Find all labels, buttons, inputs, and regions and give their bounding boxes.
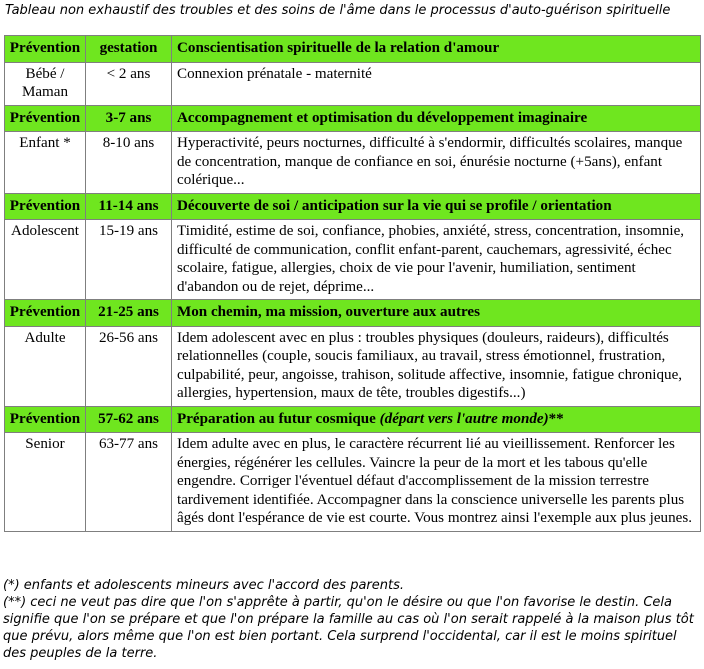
theme-cell: Mon chemin, ma mission, ouverture aux autres — [172, 300, 701, 327]
footnote-1: (*) enfants et adolescents mineurs avec l'accord des parents. — [3, 578, 404, 593]
theme-cell: Accompagnement et optimisation du développement imaginaire — [172, 105, 701, 132]
care-row-senior — [5, 433, 701, 532]
theme-cell — [172, 406, 701, 433]
stage-cell: Senior — [5, 433, 86, 532]
description-cell: Connexion prénatale - maternité — [172, 62, 701, 105]
description-cell: Idem adolescent avec en plus : troubles physiques (douleurs, raideurs), difficultés relationnelles (couple, soucis familiaux, au travail, stress émotionnel, frustration, culpabilité, peur, angoisse, trahison, solitude affective, insomnie, fatigue chronique, allergies, hypertension, maux de tête, troubles digestifs...) — [172, 326, 701, 406]
stage-cell: Prévention — [5, 36, 86, 63]
care-row-adult — [5, 326, 701, 406]
age-cell: 8-10 ans — [86, 132, 172, 194]
care-row-child — [5, 132, 701, 194]
theme-main-text: Préparation au futur cosmique — [177, 410, 380, 427]
stage-cell: Prévention — [5, 406, 86, 433]
age-cell: 3-7 ans — [86, 105, 172, 132]
description-cell: Timidité, estime de soi, confiance, phobies, anxiété, stress, concentration, insomnie, difficulté de communication, conflit enfant-parent, cauchemars, agressivité, échec scolaire, fatigue, allergies, choix de vie pour l'avenir, humiliation, sentiment d'abandon ou de rejet, déprime... — [172, 220, 701, 300]
care-table — [4, 35, 701, 532]
prevention-row-21-25 — [5, 300, 701, 327]
theme-italic-text: (départ vers l'autre monde) — [379, 410, 549, 427]
stage-cell: Bébé / Maman — [5, 62, 86, 105]
prevention-row-11-14 — [5, 193, 701, 220]
footnote-2: (**) ceci ne veut pas dire que l'on s'apprête à partir, qu'on le désire ou que l'on favorise le destin. Cela signifie que l'on se prépare et que l'on prépare la famille au cas où l'on serait rappelé à la maison plus tôt que prévu, alors même que l'on est bien portant. Cela surprend l'occidental, car il est le moins spirituel des peuples de la terre. — [3, 595, 694, 661]
description-cell: Hyperactivité, peurs nocturnes, difficulté à s'endormir, difficultés scolaires, manque de concentration, manque de confiance en soi, énurésie nocturne (+5ans), enfant colérique... — [172, 132, 701, 194]
stage-cell: Adulte — [5, 326, 86, 406]
care-row-adolescent — [5, 220, 701, 300]
prevention-row-57-62 — [5, 406, 701, 433]
prevention-row-3-7 — [5, 105, 701, 132]
theme-cell: Découverte de soi / anticipation sur la vie qui se profile / orientation — [172, 193, 701, 220]
care-row-baby — [5, 62, 701, 105]
age-cell: 57-62 ans — [86, 406, 172, 433]
stage-cell: Adolescent — [5, 220, 86, 300]
prevention-row-gestation — [5, 36, 701, 63]
age-cell: gestation — [86, 36, 172, 63]
theme-cell: Conscientisation spirituelle de la relation d'amour — [172, 36, 701, 63]
description-cell: Idem adulte avec en plus, le caractère récurrent lié au vieillissement. Renforcer les énergies, régénérer les cellules. Vaincre la peur de la mort et les tabous qu'elle engendre. Corriger l'éventuel défaut d'accomplissement de la mission terrestre tardivement identifiée. Accompagner dans la conscience universelle les parents plus âgés dont l'espérance de vie est courte. Vous montrez ainsi l'exemple aux plus jeunes. — [172, 433, 701, 532]
stage-cell: Prévention — [5, 105, 86, 132]
age-cell: 21-25 ans — [86, 300, 172, 327]
footnotes — [3, 577, 701, 662]
stage-cell: Prévention — [5, 300, 86, 327]
table-caption: Tableau non exhaustif des troubles et des soins de l'âme dans le processus d'auto-guérison spirituelle — [5, 3, 671, 18]
age-cell: 63-77 ans — [86, 433, 172, 532]
stage-cell: Enfant * — [5, 132, 86, 194]
stage-cell: Prévention — [5, 193, 86, 220]
age-cell: < 2 ans — [86, 62, 172, 105]
age-cell: 11-14 ans — [86, 193, 172, 220]
age-cell: 15-19 ans — [86, 220, 172, 300]
age-cell: 26-56 ans — [86, 326, 172, 406]
theme-footnote-marker: ** — [548, 410, 564, 427]
